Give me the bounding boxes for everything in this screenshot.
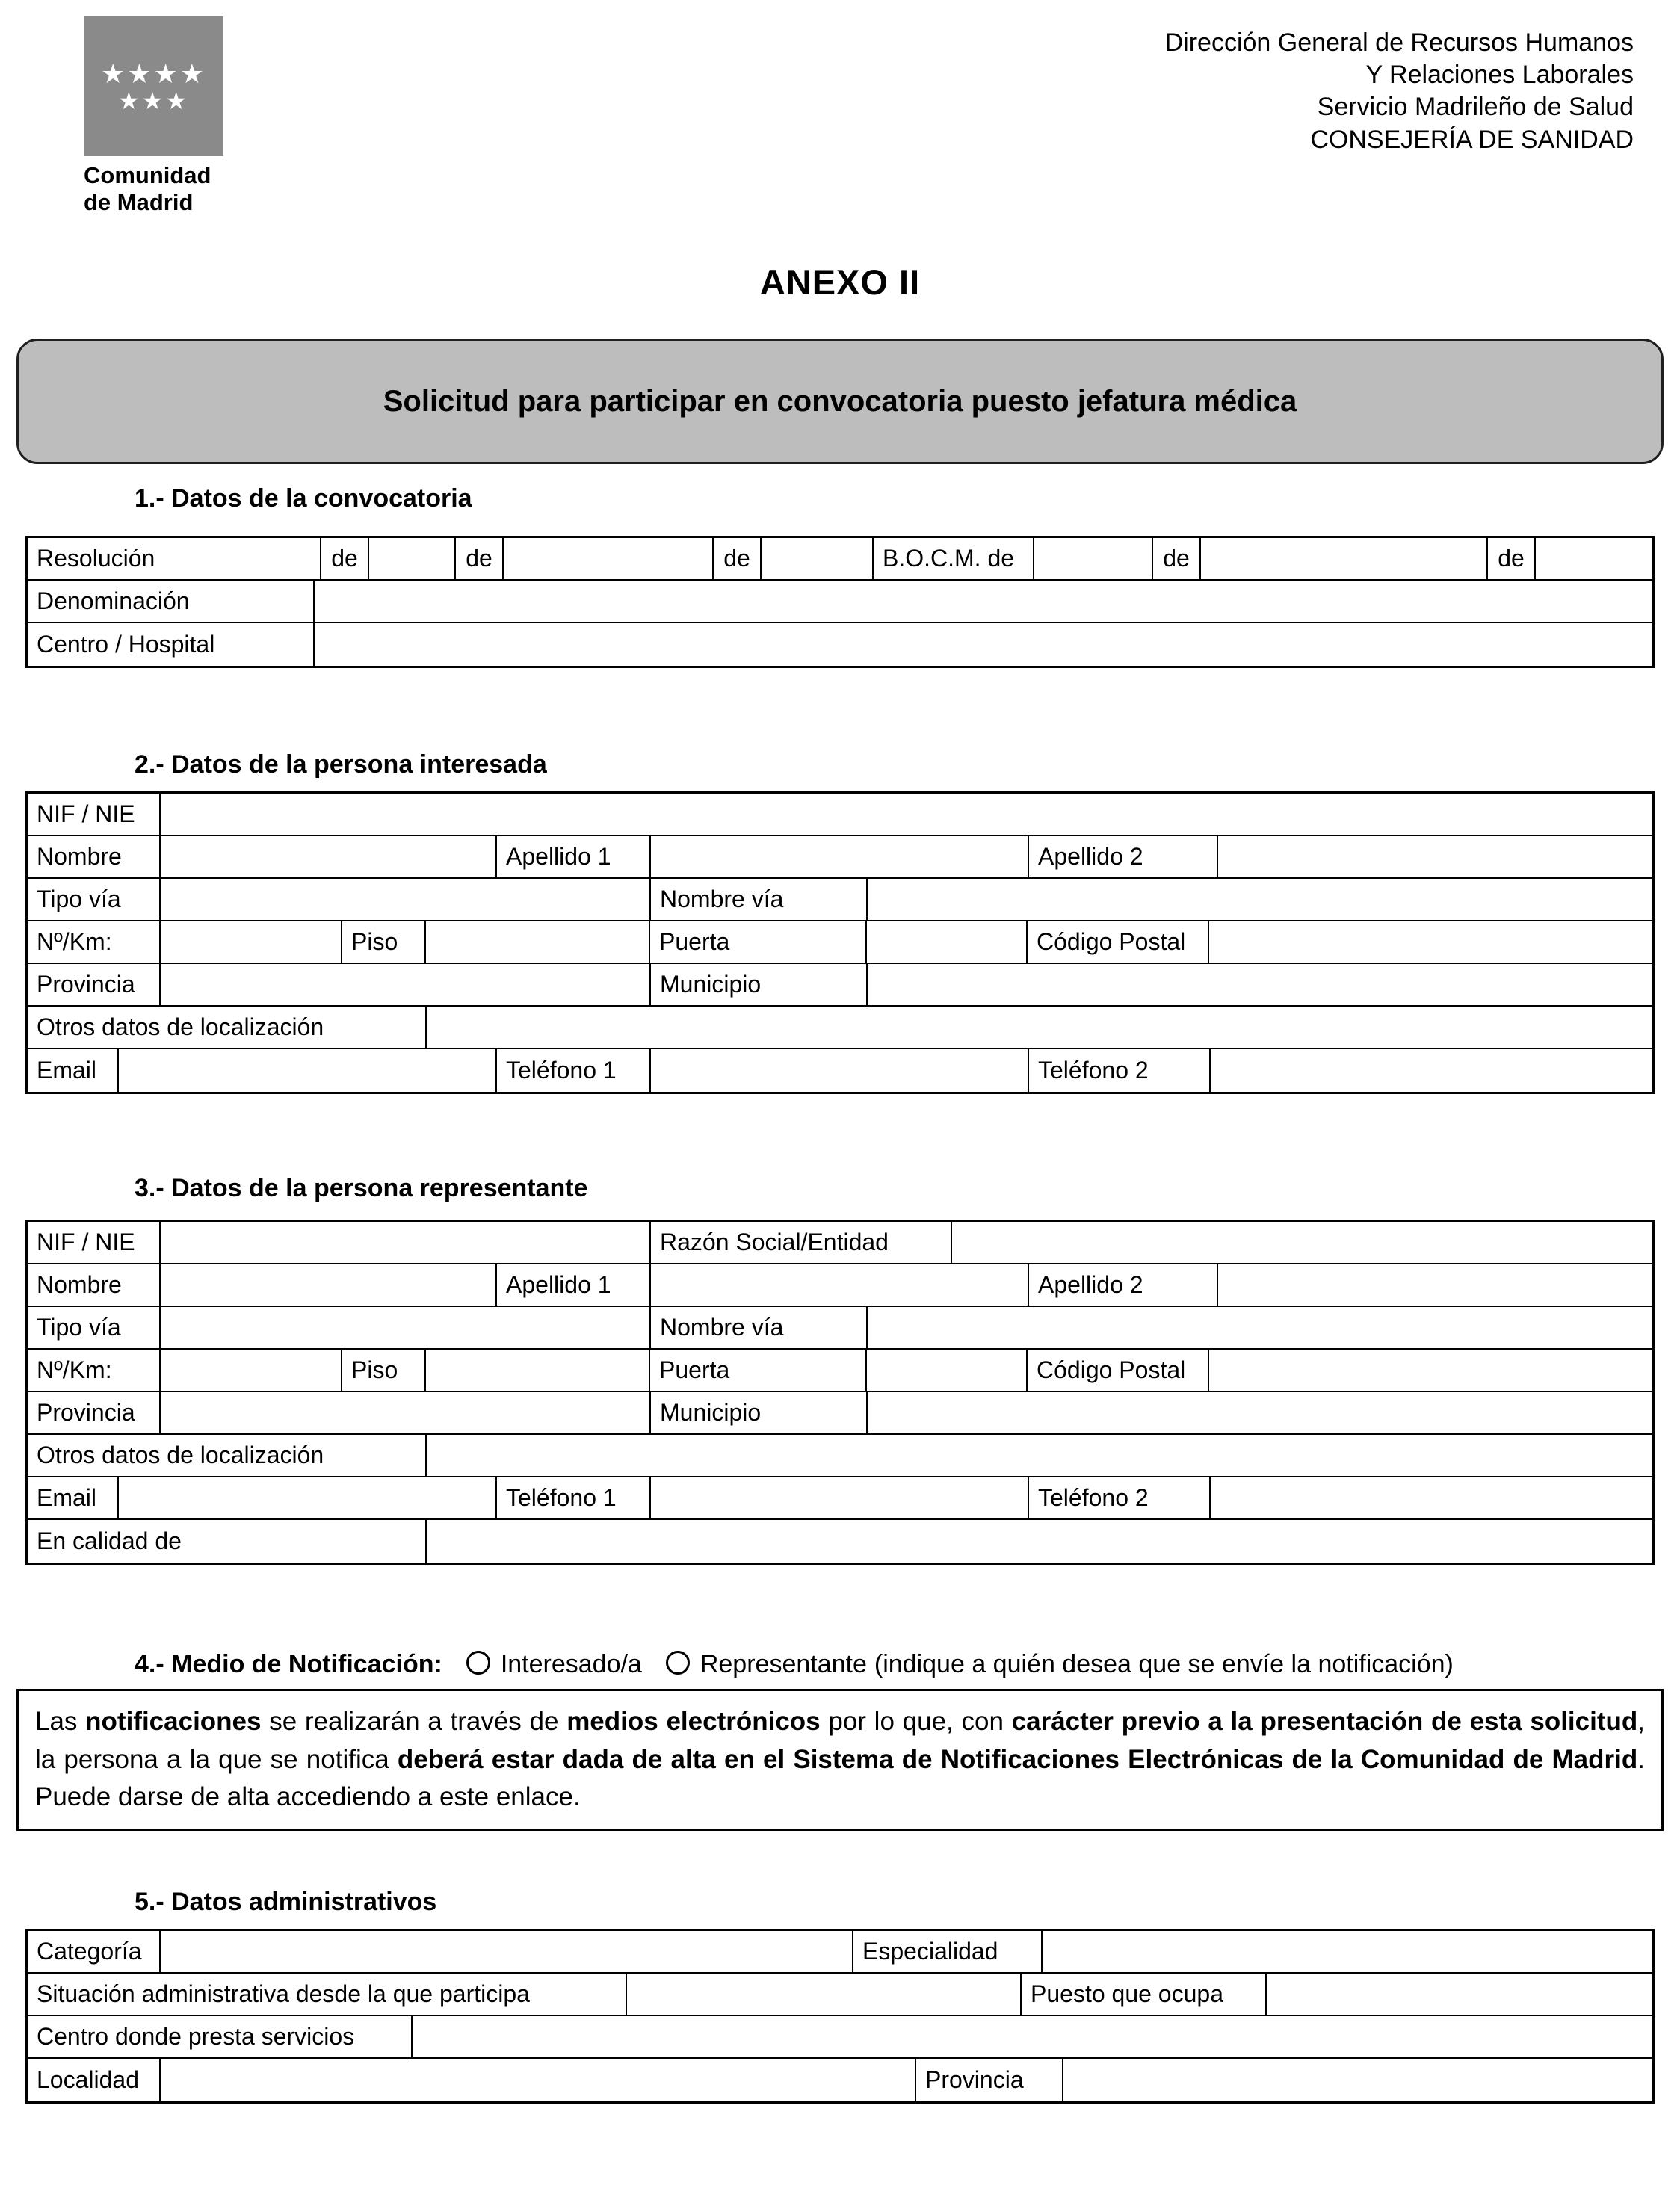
centro-hospital-input[interactable] [315, 623, 1652, 666]
section2-heading: 2.- Datos de la persona interesada [135, 750, 547, 779]
form-title-banner [16, 339, 1664, 464]
interested-person-table [25, 791, 1655, 1094]
page-title: ANEXO II [759, 262, 921, 303]
provincia-input[interactable] [1063, 2059, 1652, 2101]
representative-nombre-via-label: Nombre vía [651, 1307, 868, 1348]
representative-telefono1-label: Teléfono 1 [497, 1477, 651, 1518]
interested-apellido1-input[interactable] [651, 836, 1029, 877]
representante-radio-label: Representante [700, 1650, 867, 1679]
categoria-label: Categoría [28, 1931, 161, 1972]
administrative-data-table [25, 1929, 1655, 2104]
interested-municipio-label: Municipio [651, 964, 868, 1005]
interested-codigo-postal-label: Código Postal [1028, 921, 1209, 963]
representative-email-label: Email [28, 1477, 119, 1518]
interested-otros-datos-input[interactable] [427, 1007, 1652, 1048]
centro-servicios-label: Centro donde presta servicios [28, 2016, 413, 2057]
interested-provincia-label: Provincia [28, 964, 161, 1005]
logo-stars-row1: ★★★★ [100, 58, 207, 89]
representative-table [25, 1220, 1655, 1565]
madrid-logo [84, 16, 233, 215]
representative-razon-social-label: Razón Social/Entidad [651, 1222, 952, 1263]
representative-razon-social-input[interactable] [952, 1222, 1652, 1263]
org-line-3: Servicio Madrileño de Salud [1317, 93, 1634, 122]
interested-piso-label: Piso [342, 921, 426, 963]
de-label: de [321, 538, 369, 579]
representante-radio[interactable] [666, 1651, 690, 1675]
provincia-label: Provincia [916, 2059, 1063, 2101]
notice-text-segment: , la persona a la que se notifica [35, 1706, 1645, 1774]
resolucion-day-input[interactable] [369, 538, 456, 579]
notice-text-segment: se realizarán a través de [261, 1706, 567, 1736]
interested-nombre-label: Nombre [28, 836, 161, 877]
representative-puerta-label: Puerta [650, 1350, 867, 1391]
representative-apellido1-label: Apellido 1 [497, 1264, 651, 1306]
section5-heading: 5.- Datos administrativos [135, 1888, 437, 1917]
table-row [28, 836, 1652, 879]
org-line-2: Y Relaciones Laborales [1365, 61, 1634, 90]
de-label: de [1153, 538, 1201, 579]
representative-apellido1-input[interactable] [651, 1264, 1029, 1306]
especialidad-input[interactable] [1043, 1931, 1652, 1972]
representative-piso-input[interactable] [426, 1350, 650, 1391]
table-row [28, 1049, 1652, 1092]
representative-municipio-input[interactable] [868, 1392, 1652, 1433]
representative-telefono2-input[interactable] [1211, 1477, 1652, 1518]
localidad-input[interactable] [161, 2059, 916, 2101]
notice-text-segment: notificaciones [85, 1706, 262, 1736]
notice-text-segment: medios electrónicos [566, 1706, 821, 1736]
puesto-ocupa-label: Puesto que ocupa [1022, 1974, 1267, 2015]
interested-telefono2-label: Teléfono 2 [1029, 1049, 1211, 1092]
notification-notice [16, 1689, 1664, 1831]
table-row [28, 1974, 1652, 2016]
representative-puerta-input[interactable] [867, 1350, 1028, 1391]
notice-text-segment: por lo que, con [820, 1706, 1012, 1736]
interested-nombre-input[interactable] [161, 836, 497, 877]
bocm-day-input[interactable] [1034, 538, 1153, 579]
notice-text-segment: deberá estar dada de alta en el Sistema de Notificaciones Electrónicas de la Comunidad de Madrid [397, 1744, 1638, 1774]
representative-num-km-label: Nº/Km: [28, 1350, 161, 1391]
representative-nombre-label: Nombre [28, 1264, 161, 1306]
situacion-administrativa-label: Situación administrativa desde la que participa [28, 1974, 627, 2015]
table-row [28, 1264, 1652, 1307]
representative-telefono2-label: Teléfono 2 [1029, 1477, 1211, 1518]
resolucion-year-input[interactable] [762, 538, 874, 579]
table-row [28, 879, 1652, 921]
de-label: de [1488, 538, 1536, 579]
representative-nif-input[interactable] [161, 1222, 651, 1263]
table-row [28, 1392, 1652, 1435]
section1-heading: 1.- Datos de la convocatoria [135, 484, 472, 513]
representative-otros-datos-label: Otros datos de localización [28, 1435, 427, 1476]
notice-text-segment: . Puede darse de alta accediendo a este enlace. [35, 1744, 1645, 1812]
representative-municipio-label: Municipio [651, 1392, 868, 1433]
interested-email-label: Email [28, 1049, 119, 1092]
org-address-block [1165, 16, 1634, 156]
resolucion-label: Resolución [28, 538, 321, 579]
interested-apellido1-label: Apellido 1 [497, 836, 651, 877]
representative-apellido2-input[interactable] [1218, 1264, 1652, 1306]
table-row [28, 1931, 1652, 1974]
interested-provincia-input[interactable] [161, 964, 651, 1005]
table-row [28, 1007, 1652, 1049]
en-calidad-de-label: En calidad de [28, 1520, 427, 1563]
interested-email-input[interactable] [119, 1049, 497, 1092]
representative-otros-datos-input[interactable] [427, 1435, 1652, 1476]
logo-caption [84, 162, 233, 215]
de-label: de [456, 538, 504, 579]
puesto-ocupa-input[interactable] [1267, 1974, 1652, 2015]
interested-telefono1-input[interactable] [651, 1049, 1029, 1092]
notification-hint: (indique a quién desea que se envíe la notificación) [874, 1650, 1454, 1679]
centro-hospital-label: Centro / Hospital [28, 623, 315, 666]
madrid-flag-icon [84, 16, 223, 156]
table-row [28, 1307, 1652, 1350]
representative-tipo-via-label: Tipo vía [28, 1307, 161, 1348]
org-line-1: Dirección General de Recursos Humanos [1164, 28, 1634, 57]
table-row [28, 1477, 1652, 1520]
form-title: Solicitud para participar en convocatoria puesto jefatura médica [383, 384, 1297, 418]
table-row [28, 1520, 1652, 1563]
table-row [28, 921, 1652, 964]
interested-apellido2-label: Apellido 2 [1029, 836, 1218, 877]
interested-telefono1-label: Teléfono 1 [497, 1049, 651, 1092]
section4-heading: 4.- Medio de Notificación: [135, 1650, 442, 1679]
resolucion-month-input[interactable] [504, 538, 714, 579]
bocm-year-input[interactable] [1536, 538, 1652, 579]
representative-codigo-postal-input[interactable] [1209, 1350, 1652, 1391]
situacion-administrativa-input[interactable] [627, 1974, 1022, 2015]
table-row [28, 538, 1652, 581]
table-row [28, 2059, 1652, 2101]
denominacion-input[interactable] [315, 581, 1652, 622]
representative-piso-label: Piso [342, 1350, 426, 1391]
interesado-radio[interactable] [466, 1651, 490, 1675]
interested-puerta-label: Puerta [650, 921, 867, 963]
interested-nombre-via-label: Nombre vía [651, 879, 868, 920]
interested-nombre-via-input[interactable] [868, 879, 1652, 920]
interested-apellido2-input[interactable] [1218, 836, 1652, 877]
denominacion-label: Denominación [28, 581, 315, 622]
especialidad-label: Especialidad [853, 1931, 1043, 1972]
interested-num-km-input[interactable] [161, 921, 342, 963]
table-row [28, 623, 1652, 666]
representative-nombre-via-input[interactable] [868, 1307, 1652, 1348]
table-row [28, 2016, 1652, 2059]
page-header [0, 0, 1680, 215]
notice-text-segment: carácter previo a la presentación de esta solicitud [1011, 1706, 1638, 1736]
logo-caption-line1: Comunidad [84, 162, 211, 188]
interested-puerta-input[interactable] [867, 921, 1028, 963]
notice-text-segment: Las [35, 1706, 86, 1736]
representative-tipo-via-input[interactable] [161, 1307, 651, 1348]
representative-telefono1-input[interactable] [651, 1477, 1029, 1518]
table-row [28, 1222, 1652, 1264]
interested-piso-input[interactable] [426, 921, 650, 963]
logo-caption-line2: de Madrid [84, 188, 194, 215]
categoria-input[interactable] [161, 1931, 853, 1972]
representative-email-input[interactable] [119, 1477, 497, 1518]
interested-codigo-postal-input[interactable] [1209, 921, 1652, 963]
interested-tipo-via-label: Tipo vía [28, 879, 161, 920]
interested-otros-datos-label: Otros datos de localización [28, 1007, 427, 1048]
interested-nif-input[interactable] [161, 794, 1652, 835]
table-row [28, 794, 1652, 836]
representative-num-km-input[interactable] [161, 1350, 342, 1391]
interested-municipio-input[interactable] [868, 964, 1652, 1005]
en-calidad-de-input[interactable] [427, 1520, 1652, 1563]
interested-tipo-via-input[interactable] [161, 879, 651, 920]
org-line-4: CONSEJERÍA DE SANIDAD [1310, 125, 1634, 154]
table-row [28, 1350, 1652, 1392]
convocatoria-table [25, 536, 1655, 668]
interested-num-km-label: Nº/Km: [28, 921, 161, 963]
de-label: de [714, 538, 762, 579]
interesado-radio-label: Interesado/a [500, 1650, 642, 1679]
representative-apellido2-label: Apellido 2 [1029, 1264, 1218, 1306]
interested-nif-label: NIF / NIE [28, 794, 161, 835]
centro-servicios-input[interactable] [413, 2016, 1652, 2057]
representative-codigo-postal-label: Código Postal [1028, 1350, 1209, 1391]
representative-nif-label: NIF / NIE [28, 1222, 161, 1263]
section3-heading: 3.- Datos de la persona representante [135, 1174, 588, 1203]
representative-provincia-input[interactable] [161, 1392, 651, 1433]
representative-nombre-input[interactable] [161, 1264, 497, 1306]
bocm-label: B.O.C.M. de [874, 538, 1034, 579]
logo-stars-row2: ★★★ [117, 87, 190, 114]
localidad-label: Localidad [28, 2059, 161, 2101]
notification-section [135, 1647, 1495, 1683]
table-row [28, 1435, 1652, 1477]
representative-provincia-label: Provincia [28, 1392, 161, 1433]
table-row [28, 581, 1652, 623]
bocm-month-input[interactable] [1201, 538, 1488, 579]
table-row [28, 964, 1652, 1007]
interested-telefono2-input[interactable] [1211, 1049, 1652, 1092]
